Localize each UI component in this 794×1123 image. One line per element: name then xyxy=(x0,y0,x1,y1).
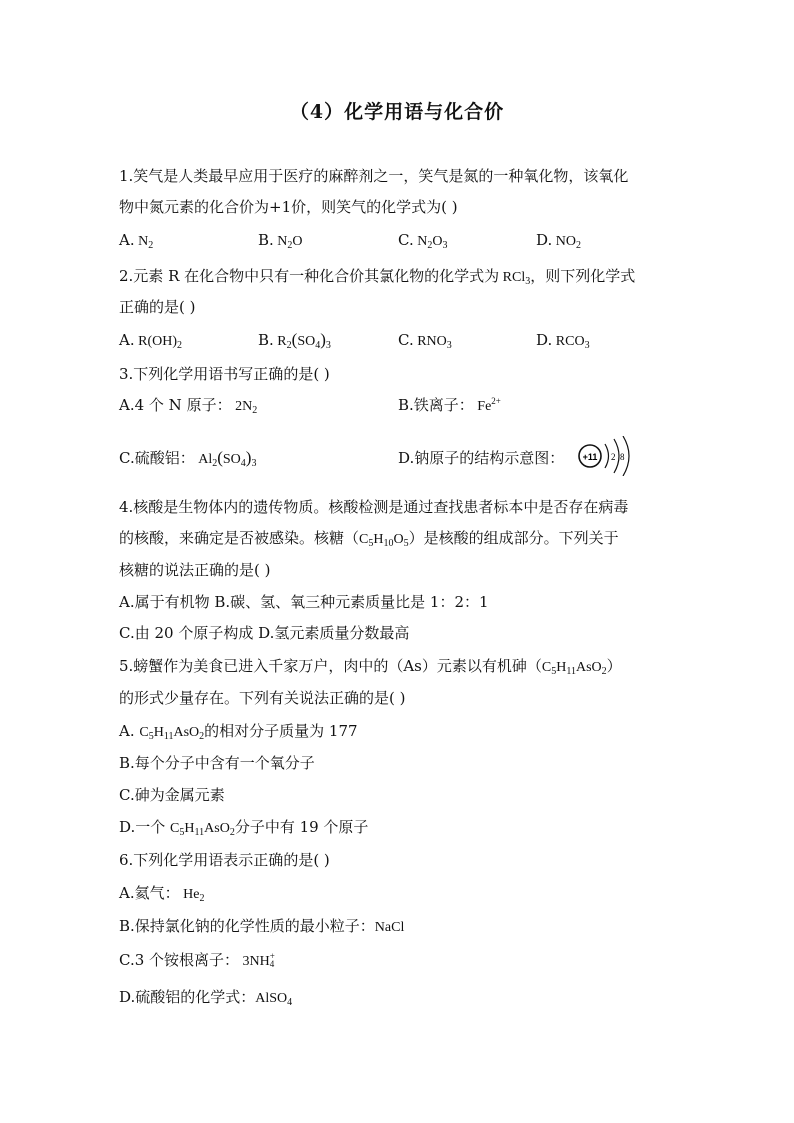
question-5-line-1: 5.螃蟹作为美食已进入千家万户，肉中的（As）元素以有机砷$(C_5H_{11}AsO_2)$ xyxy=(119,657,622,677)
formula-n2o: $N_2O$ xyxy=(273,234,303,251)
shell-1-electron-count: 2 xyxy=(611,452,616,462)
question-1-option-a: A. $N_2$ xyxy=(119,231,154,251)
formula-also4: AlSO$_4$ xyxy=(255,991,293,1008)
question-2-option-c: C. $RNO_3$ xyxy=(398,331,452,351)
formula-n2o3: $N_2O_3$ xyxy=(413,234,448,251)
question-1-line-1: 1.笑气是人类最早应用于医疗的麻醉剂之一，笑气是氮的一种氧化物，该氧化 xyxy=(119,167,629,185)
formula-c5h11aso2-a: $C_5H_{11}AsO_2$ xyxy=(139,725,205,742)
question-6-option-c: C.3 个铵根离子： 3NH + 4 xyxy=(119,951,275,969)
sodium-atom-structure-diagram xyxy=(574,436,634,476)
question-1-option-d: D. $NO_2$ xyxy=(536,231,581,251)
question-3-line-1: 3.下列化学用语书写正确的是( ) xyxy=(119,365,330,383)
shell-2-electron-count: 8 xyxy=(620,452,625,462)
formula-2n2: $2N_2$ xyxy=(231,399,258,416)
formula-nacl: NaCl xyxy=(374,920,405,935)
formula-r-oh-2: $R(OH)_2$ xyxy=(134,334,182,351)
question-5-option-a: A. $C_5H_{11}AsO_2$的相对分子质量为 177 xyxy=(119,722,358,742)
question-3-option-d: D.钠原子的结构示意图： xyxy=(398,449,565,467)
question-3-option-c: C.硫酸铝： $Al_2(SO_4)_3$ xyxy=(119,448,257,469)
formula-rno3: $RNO_3$ xyxy=(413,334,452,351)
formula-no2: $NO_2$ xyxy=(552,234,581,251)
question-3-option-a: A.4 个 N 原子： $2N_2$ xyxy=(119,396,258,416)
formula-c5h11aso2: $C_5H_{11}AsO_2$ xyxy=(541,660,607,677)
formula-fe2plus: $Fe^{2+}$ xyxy=(473,396,501,414)
question-6-line-1: 6.下列化学用语表示正确的是( ) xyxy=(119,851,330,869)
formula-rcl3: RCl$_3$ xyxy=(499,270,531,287)
formula-rco3: $RCO_3$ xyxy=(552,334,590,351)
formula-al2-so4-3: $Al_2(SO_4)_3$ xyxy=(194,448,257,469)
question-1-option-b: B. $N_2O$ xyxy=(258,231,303,251)
question-5-line-2: 的形式少量存在。下列有关说法正确的是( ) xyxy=(119,689,406,707)
question-2-line-2: 正确的是( ) xyxy=(119,298,196,316)
page-title: （4）化学用语与化合价 xyxy=(289,101,505,123)
nucleus-charge-label: +11 xyxy=(582,452,598,462)
question-6-option-a: A.氦气： $He_2$ xyxy=(119,884,205,904)
question-2-option-b: B. $R_2(SO_4)_3$ xyxy=(258,330,331,351)
question-1-line-2: 物中氮元素的化合价为+1价，则笑气的化学式为( ) xyxy=(119,198,458,216)
question-4-line-2: 的核酸，来确定是否被感染。核糖$(C_5H_{10}O_5)$是核酸的组成部分。下列关于 xyxy=(119,529,619,549)
question-4-options-cd: C.由 20 个原子构成 D.氢元素质量分数最高 xyxy=(119,624,410,642)
formula-c5h11aso2-d: $C_5H_{11}AsO_2$ xyxy=(170,821,235,838)
question-4-line-1: 4.核酸是生物体内的遗传物质。核酸检测是通过查找患者标本中是否存在病毒 xyxy=(119,498,629,516)
question-6-option-d: D.硫酸铝的化学式：AlSO$_4$ xyxy=(119,988,293,1008)
question-5-option-d: D.一个 $C_5H_{11}AsO_2$分子中有 19 个原子 xyxy=(119,818,369,838)
formula-r2-so4-3: $R_2(SO_4)_3$ xyxy=(273,330,331,351)
question-3-option-b: B.铁离子： $Fe^{2+}$ xyxy=(398,396,501,414)
formula-c5h10o5: $C_5H_{10}O_5$ xyxy=(359,532,409,549)
formula-n2: $N_2$ xyxy=(134,234,154,251)
question-5-option-c: C.砷为金属元素 xyxy=(119,786,225,804)
question-2-option-d: D. $RCO_3$ xyxy=(536,331,590,351)
question-6-option-b: B.保持氯化钠的化学性质的最小粒子：NaCl xyxy=(119,917,405,935)
question-5-option-b: B.每个分子中含有一个氧分子 xyxy=(119,754,315,772)
question-2-option-a: A. $R(OH)_2$ xyxy=(119,331,182,351)
question-1-option-c: C. $N_2O_3$ xyxy=(398,231,448,251)
question-4-options-ab: A.属于有机物 B.碳、氢、氧三种元素质量比是 1：2：1 xyxy=(119,593,489,611)
formula-he2: $He_2$ xyxy=(179,887,205,904)
electron-shell-1-arc xyxy=(605,444,609,468)
formula-3nh4-plus: 3NH + 4 xyxy=(239,951,275,969)
question-2-line-1: 2.元素 R 在化合物中只有一种化合价其氯化物的化学式为 RCl$_3$，则下列化学式 xyxy=(119,267,636,287)
question-4-line-3: 核糖的说法正确的是( ) xyxy=(119,561,271,579)
